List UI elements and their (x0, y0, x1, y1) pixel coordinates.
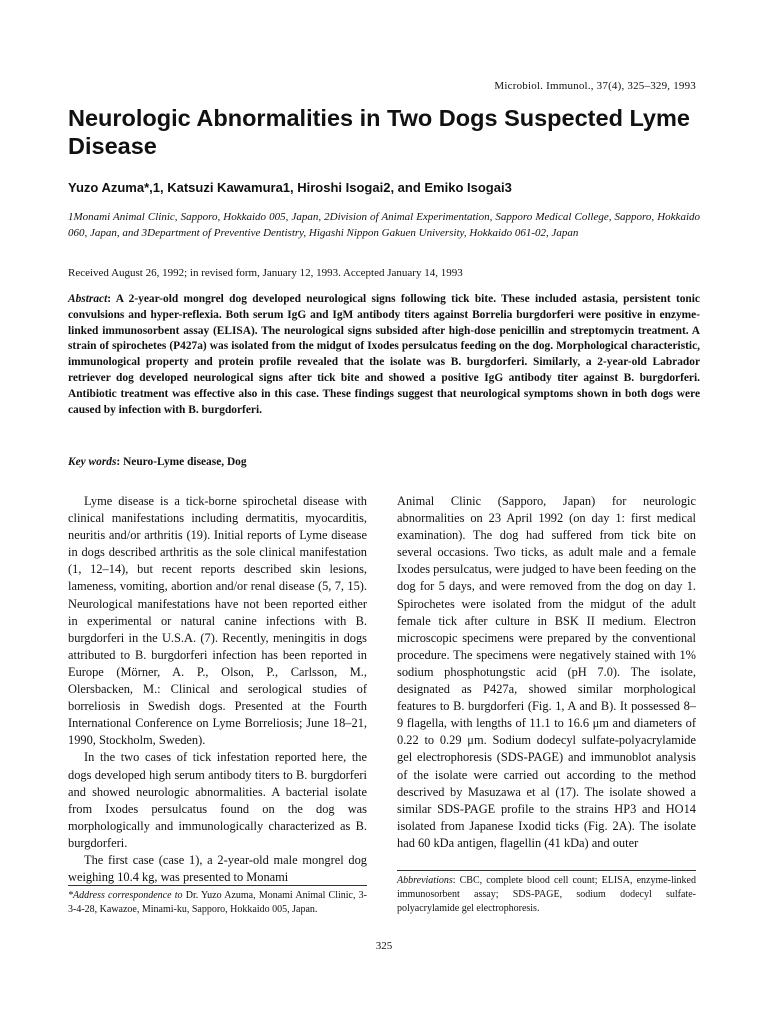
body-column-left (68, 493, 367, 886)
body-paragraph: The first case (case 1), a 2-year-old male mongrel dog weighing 10.4 kg, was presented to Monami (68, 852, 367, 885)
body-paragraph: Animal Clinic (Sapporo, Japan) for neurologic abnormalities on 23 April 1992 (on day 1: first medical examination). The dog had suffered from tick bite on several occasions. Two ticks, as adult male and a female Ixodes persulcatus, were judged to have been feeding on the dog for 5 days, and were removed from the dog on day 1. Spirochetes were isolated from the midgut of the adult female tick after culture in BSK II medium. Electron microscopic specimens were prepared by the conventional procedure. The specimens were negatively stained with 1% sodium phosphotungstic acid (pH 7.0). The isolate, designated as P427a, showed similar morphological features to B. burgdorferi (Fig. 1, A and B). It possessed 8–9 flagella, with lengths of 11.1 to 16.6 μm and diameters of 0.22 to 0.29 μm. Sodium dodecyl sulfate-polyacrylamide gel electrophoresis (SDS-PAGE) and immunoblot analysis of the isolate were carried out according to the method descrived by Masuzawa et al (17). The isolate showed a similar SDS-PAGE profile to the strains HP3 and HO14 isolated from Japanese Ixodid ticks (Fig. 2A). The isolate had 60 kDa antigen, flagellin (41 kDa) and outer (397, 494, 696, 850)
abstract (68, 292, 700, 418)
abstract-label: Abstract (68, 293, 108, 305)
body-column-right (397, 493, 696, 852)
received-dates: Received August 26, 1992; in revised form, January 12, 1993. Accepted January 14, 1993 (68, 267, 463, 279)
footnote-address-text: Dr. Yuzo Azuma, Monami Animal Clinic, 3-3-4-28, Kawazoe, Minami-ku, Sapporo, Hokkaido 005, Japan. (68, 890, 368, 915)
page-number: 325 (375, 940, 393, 952)
journal-citation: Microbiol. Immunol., 37(4), 325–329, 1993 (494, 80, 696, 92)
author-list: Yuzo Azuma*,1, Katsuzi Kawamura1, Hiroshi Isogai2, and Emiko Isogai3 (68, 180, 512, 195)
footnote-address (68, 885, 367, 917)
keywords-text: : Neuro-Lyme disease, Dog (116, 456, 247, 468)
footnote-abbreviations (397, 870, 696, 916)
abstract-text: : A 2-year-old mongrel dog developed neurological signs following tick bite. These included astasia, persistent tonic convulsions and hyper-reflexia. Both serum IgG and IgM antibody titers against Borrelia burgdorferi were positive in enzyme-linked immunosorbent assay (ELISA). The neurological signs subsided after high-dose penicillin and streptomycin treatment. A strain of spirochetes (P427a) was isolated from the midgut of Ixodes persulcatus feeding on the dog. Morphological characteristic, immunological property and protein profile revealed that the isolate was B. burgdorferi. Similarly, a 2-year-old Labrador retriever dog developed neurological signs after tick bite and showed a positive IgG antibody titer against B. burgdorferi. Antibiotic treatment was effective also in this case. These findings suggest that neurological symptoms shown in both dogs were caused by infection with B. burgdorferi. (68, 293, 700, 416)
keywords-label: Key words (68, 456, 117, 468)
footnote-abbrev-text: : CBC, complete blood cell count; ELISA, enzyme-linked immunosorbent assay; SDS-PAGE, sodium dodecyl sulfate-polyacrylamide gel electrophoresis. (397, 875, 696, 914)
keywords (68, 456, 247, 468)
body-paragraph: In the two cases of tick infestation reported here, the dogs developed high serum antibody titers to B. burgdorferi and showed neurologic abnormalities. A bacterial isolate from Ixodes persulcatus found on the dog was morphologically and immunologically characterized as B. burgdorferi. (68, 750, 367, 850)
body-paragraph: Lyme disease is a tick-borne spirochetal disease with clinical manifestations including dermatitis, myocarditis, neuritis and/or arthritis (19). Initial reports of Lyme disease in dogs described arthritis as the sole clinical manifestation (1, 12–14), but recent reports described skin lesions, lameness, vomiting, abortion and/or renal disease (5, 7, 15). Neurological manifestations have not been reported either in experimental or natural canine infections with B. burgdorferi in the U.S.A. (7). Recently, meningitis in dogs attributed to B. burgdorferi infection has been reported in Europe (Mörner, A. P., Olson, P., Carlsson, M., Olersbacken, M.: Clinical and serological studies of borreliosis in Swedish dogs. Presented at the Fourth International Conference on Lyme Borreliosis; June 18–21, 1990, Stockholm, Sweden). (68, 494, 367, 748)
article-title: Neurologic Abnormalities in Two Dogs Suspected Lyme Disease (68, 105, 690, 159)
footnote-address-label: *Address correspondence to (68, 890, 183, 901)
footnote-abbrev-label: Abbreviations (397, 875, 453, 886)
affiliations: 1Monami Animal Clinic, Sapporo, Hokkaido 005, Japan, 2Division of Animal Experimentation, Sapporo Medical College, Sapporo, Hokkaido 060, Japan, and 3Department of Preventive Dentistry, Higashi Nippon Gakuen University, Hokkaido 061-02, Japan (68, 211, 700, 239)
